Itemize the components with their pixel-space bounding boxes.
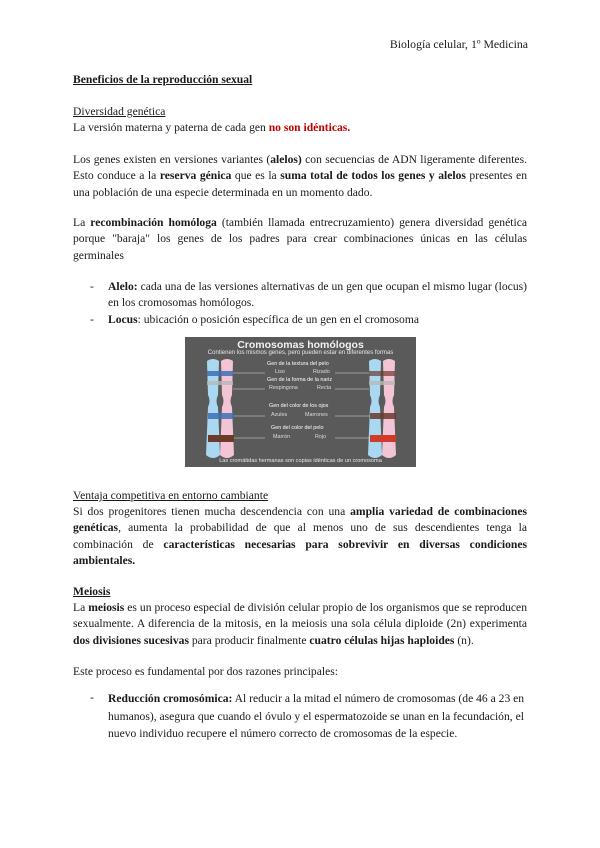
allele-left-hair-color: Marrón (273, 434, 291, 440)
advantage-heading (73, 488, 527, 504)
bullet-allele (90, 279, 527, 311)
figure-footer: Las cromátidas hermanas son copias idénticas de un cromosoma (219, 458, 382, 464)
bold-run: suma total de todos los genes y alelos (280, 169, 466, 183)
figure-title: Cromosomas homólogos (237, 339, 364, 351)
bullet-term: Locus (108, 313, 138, 326)
bullet-body: Al reducir a la mitad el número de cromosomas (de 46 a 23 en humanos), asegura que cuando el óvulo y el espermatozoide se unan en la fecundación, el nuevo individuo recupere el número correcto de cromosomas de la especie. (108, 692, 525, 741)
allele-right-texture: Rizado (313, 369, 330, 375)
bold-run: características necesarias para sobrevivir en diversas condiciones ambientales. (73, 537, 528, 568)
chromosome-drawing (185, 337, 416, 467)
bold-run: recombinación homóloga (90, 216, 217, 229)
bullet-term: Alelo: (108, 280, 138, 293)
text-run: con secuencias de ADN ligeramente diferentes. Esto conduce a la (73, 153, 527, 183)
gene-label-texture: Gen de la textura del pelo (267, 361, 329, 367)
bullet-text (108, 279, 527, 312)
diversity-heading-text: Diversidad genética (73, 105, 166, 118)
text-run: presentes en una población de una especie determinada en un momento dado. (73, 169, 528, 199)
bullet-term: Reducción cromosómica: (108, 692, 233, 705)
bullet-dash: - (90, 280, 94, 293)
text-run: Los genes existen en versiones variantes ( (73, 153, 271, 166)
allele-right-hair-color: Rojo (315, 434, 327, 440)
diversity-heading (73, 104, 527, 120)
chromosome-left (206, 359, 234, 458)
advantage-paragraph (73, 504, 527, 570)
bullet-locus (90, 312, 527, 328)
chromosome-right (368, 359, 396, 458)
bold-run: cuatro células hijas haploides (309, 633, 455, 647)
bullet-text (108, 312, 527, 328)
bullet-text (108, 690, 527, 743)
page-header: Biología celular, 1º Medicina (389, 37, 528, 51)
text-run: La (73, 601, 89, 614)
bullet-body: cada una de las versiones alternativas de un gen que ocupan el mismo lugar (locus) en los cromosomas homólogos. (108, 280, 527, 310)
text-run: Si dos progenitores tienen mucha descendencia con una (73, 505, 351, 518)
bullet-dash: - (90, 691, 94, 704)
meiosis-paragraph (73, 600, 527, 649)
meiosis-line2-text: Este proceso es fundamental por dos razones principales: (73, 665, 338, 678)
allele-right-eyes: Marrones (305, 412, 328, 418)
bold-run: dos divisiones sucesivas (73, 633, 189, 647)
gene-label-eyes: Gen del color de los ojos (269, 403, 329, 409)
gene-label-hair-color: Gen del color del pelo (271, 425, 324, 431)
text-run: (n). (454, 633, 474, 647)
bold-run: reserva génica (159, 169, 232, 183)
text-run: para producir finalmente (188, 633, 310, 647)
gene-label-nose: Gen de la forma de la nariz (267, 377, 333, 383)
bold-run: amplia variedad de combinaciones genéticas (73, 505, 528, 535)
diversity-line (73, 120, 527, 136)
alleles-paragraph (73, 152, 527, 201)
text-run: que es la (231, 169, 281, 183)
advantage-heading-text: Ventaja competitiva en entorno cambiante (73, 489, 269, 502)
allele-left-eyes: Azules (271, 412, 288, 418)
bold-run: meiosis (88, 601, 125, 614)
section-title (73, 72, 527, 88)
homologous-chromosomes-figure (185, 337, 416, 467)
text-run: La (73, 216, 91, 229)
allele-left-nose: Respingona (269, 385, 298, 391)
allele-right-nose: Recta (317, 385, 332, 391)
meiosis-heading-text: Meiosis (73, 585, 111, 598)
bullet-body: : ubicación o posición específica de un gen en el cromosoma (137, 313, 420, 326)
diversity-line-red: no son idénticas. (268, 121, 351, 134)
figure-subtitle: Contienen los mismos genes, pero pueden estar en diferentes formas (207, 350, 394, 356)
text-run: es un proceso especial de división celular propio de los organismos que se reproducen sexualmente. A diferencia de la mitosis, en la meiosis una sola célula diploide (2n) experimenta (73, 601, 527, 631)
meiosis-line2 (73, 664, 527, 680)
allele-left-texture: Liso (275, 369, 285, 375)
meiosis-heading (73, 584, 527, 600)
bullet-chromosome-reduction (90, 690, 527, 756)
bold-run: alelos) (270, 153, 302, 166)
diversity-line-text: La versión materna y paterna de cada gen (73, 121, 269, 134)
text-run: , aumenta la probabilidad de que al menos uno de sus descendientes tenga la combinación de (73, 521, 527, 551)
text-run: (también llamada entrecruzamiento) genera diversidad genética porque "baraja" los genes de los padres para crear combinaciones únicas en las células germinales (73, 216, 527, 262)
bullet-dash: - (90, 313, 94, 326)
recombination-paragraph (73, 215, 527, 264)
title-text: Beneficios de la reproducción sexual (73, 73, 253, 86)
